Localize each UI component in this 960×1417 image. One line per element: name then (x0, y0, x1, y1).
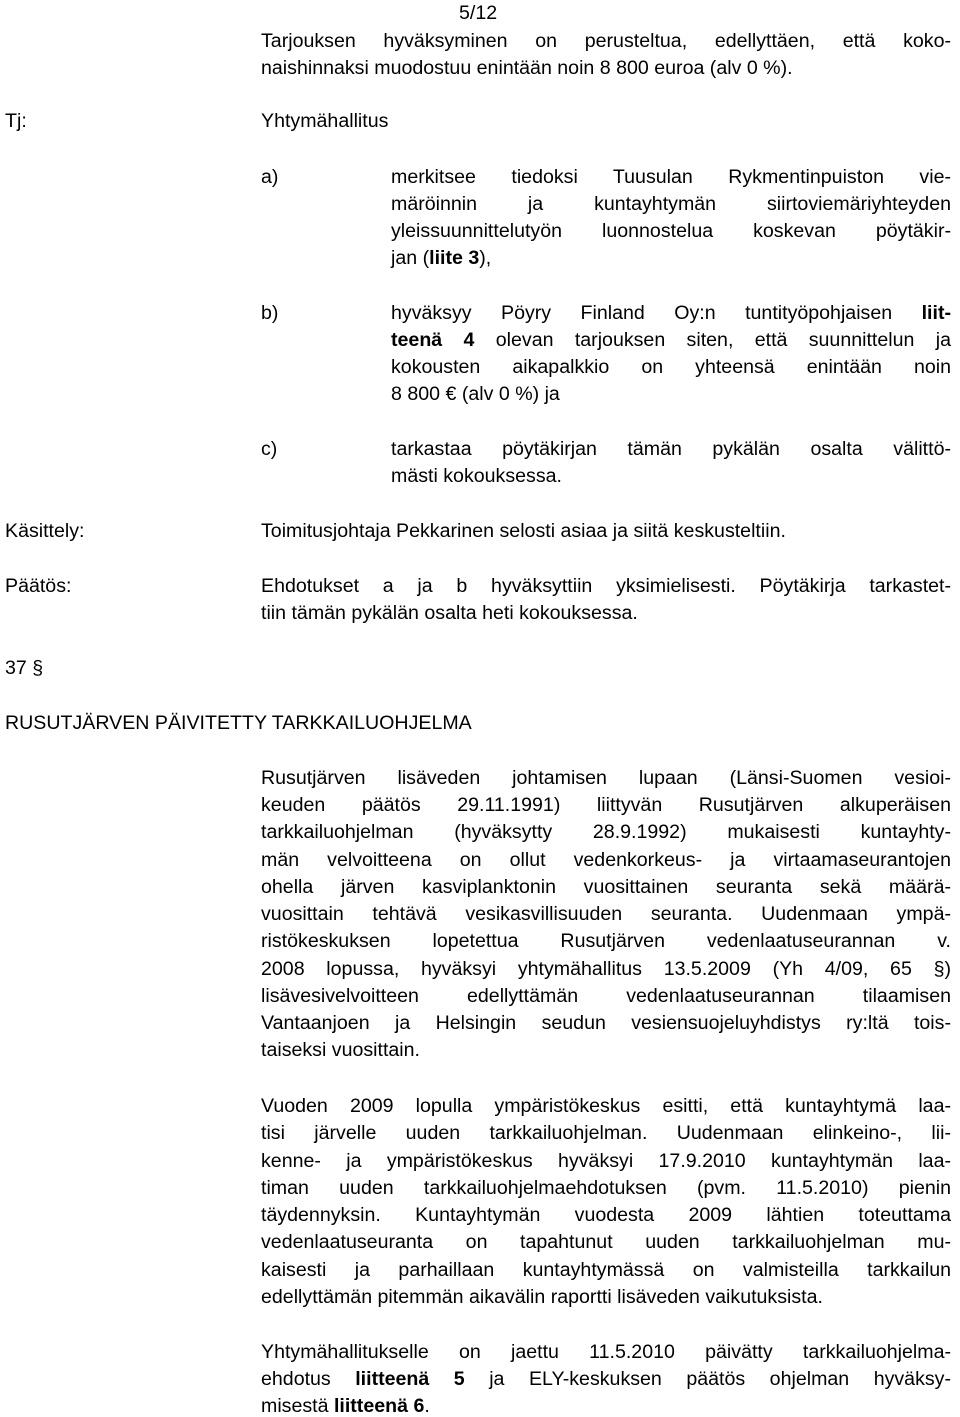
para1-line: Vantaanjoen ja Helsingin seudun vesiensuojeluyhdistys ry:ltä tois- (261, 1012, 951, 1034)
para2-line: kenne- ja ympäristökeskus hyväksyi 17.9.2010 kuntayhtymän laa- (261, 1150, 951, 1172)
para2-line: Vuoden 2009 lopulla ympäristökeskus esitti, että kuntayhtymä laa- (261, 1095, 951, 1117)
item-c-marker: c) (261, 438, 278, 460)
para1-line: tarkkailuohjelman (hyväksytty 28.9.1992) mukaisesti kuntayhty- (261, 821, 951, 843)
euro-symbol: € (445, 383, 457, 405)
para3-line-1: Yhtymähallitukselle on jaettu 11.5.2010 päivätty tarkkailuohjelma- (261, 1341, 951, 1363)
item-b-line-4: 8 800 € (alv 0 %) ja (391, 383, 560, 405)
item-b-line-3: kokousten aikapalkkio on yhteensä enintään noin (391, 356, 951, 378)
para2-line: vedenlaatuseuranta on tapahtunut uuden tarkkailuohjelman mu- (261, 1231, 951, 1253)
tj-value: Yhtymähallitus (261, 110, 389, 132)
section-number: 37 § (5, 657, 44, 679)
liite-3-ref: liite 3 (429, 247, 480, 269)
para3-line-2: ehdotus liitteenä 5 ja ELY-keskuksen päätös ohjelman hyväksy- (261, 1368, 951, 1390)
para3-line-3: misestä liitteenä 6. (261, 1395, 430, 1417)
intro-line-1: Tarjouksen hyväksyminen on perusteltua, edellyttäen, että koko- (261, 30, 951, 52)
item-a-marker: a) (261, 166, 279, 188)
item-b-marker: b) (261, 302, 279, 324)
liitteena-4-ref-start: liit- (921, 302, 951, 324)
item-a-line-2: märöinnin ja kuntayhtymän siirtoviemäriyhteyden (391, 193, 951, 215)
para2-line: tisi järvelle uuden tarkkailuohjelman. Uudenmaan elinkeino-, lii- (261, 1122, 951, 1144)
item-b-line-2: teenä 4 olevan tarjouksen siten, että suunnittelun ja (391, 329, 951, 351)
tj-label: Tj: (5, 110, 27, 132)
liitteena-5-ref: liitteenä 5 (355, 1368, 465, 1390)
paatos-line-1: Ehdotukset a ja b hyväksyttiin yksimielisesti. Pöytäkirja tarkastet- (261, 575, 951, 597)
para1-line: Rusutjärven lisäveden johtamisen lupaan (Länsi-Suomen vesioi- (261, 767, 951, 789)
para1-line: 2008 lopussa, hyväksyi yhtymähallitus 13.5.2009 (Yh 4/09, 65 §) (261, 958, 951, 980)
kasittely-text: Toimitusjohtaja Pekkarinen selosti asiaa ja siitä keskusteltiin. (261, 520, 786, 542)
item-c-line-2: mästi kokouksessa. (391, 465, 562, 487)
page-number: 5/12 (459, 2, 498, 24)
paatos-line-2: tiin tämän pykälän osalta heti kokouksessa. (261, 602, 638, 624)
section-title: RUSUTJÄRVEN PÄIVITETTY TARKKAILUOHJELMA (5, 712, 472, 734)
para1-line: män velvoitteena on ollut vedenkorkeus- ja virtaamaseurantojen (261, 849, 951, 871)
para1-line: ohella järven kasviplanktonin vuosittainen seuranta sekä määrä- (261, 876, 951, 898)
liitteena-4-ref-end: teenä 4 (391, 329, 475, 351)
item-a-line-1: merkitsee tiedoksi Tuusulan Rykmentinpuiston vie- (391, 166, 951, 188)
para1-line: vuosittain tehtävä vesikasvillisuuden seuranta. Uudenmaan ympä- (261, 903, 951, 925)
para2-line: edellyttämän pitemmän aikavälin raportti lisäveden vaikutuksista. (261, 1286, 823, 1308)
para2-line: timan uuden tarkkailuohjelmaehdotuksen (pvm. 11.5.2010) pienin (261, 1177, 951, 1199)
item-c-line-1: tarkastaa pöytäkirjan tämän pykälän osalta välittö- (391, 438, 951, 460)
para1-line: taiseksi vuosittain. (261, 1039, 420, 1061)
para2-line: täydennyksin. Kuntayhtymän vuodesta 2009 lähtien toteuttama (261, 1204, 951, 1226)
item-a-line-4: jan (liite 3), (391, 247, 492, 269)
liitteena-6-ref: liitteenä 6 (333, 1395, 425, 1417)
para1-line: ristökeskuksen lopetettua Rusutjärven vedenlaatuseurannan v. (261, 930, 951, 952)
kasittely-label: Käsittely: (5, 520, 85, 542)
item-b-line-1: hyväksyy Pöyry Finland Oy:n tuntityöpohjaisen liit- (391, 302, 951, 324)
para2-line: kaisesti ja parhaillaan kuntayhtymässä on valmisteilla tarkkailun (261, 1259, 951, 1281)
item-a-line-3: yleissuunnittelutyön luonnostelua koskevan pöytäkir- (391, 220, 951, 242)
paatos-label: Päätös: (5, 575, 72, 597)
intro-line-2: naishinnaksi muodostuu enintään noin 8 800 euroa (alv 0 %). (261, 57, 793, 79)
para1-line: keuden päätös 29.11.1991) liittyvän Rusutjärven alkuperäisen (261, 794, 951, 816)
para1-line: lisävesivelvoitteen edellyttämän vedenlaatuseurannan tilaamisen (261, 985, 951, 1007)
section-symbol: § (32, 657, 44, 679)
